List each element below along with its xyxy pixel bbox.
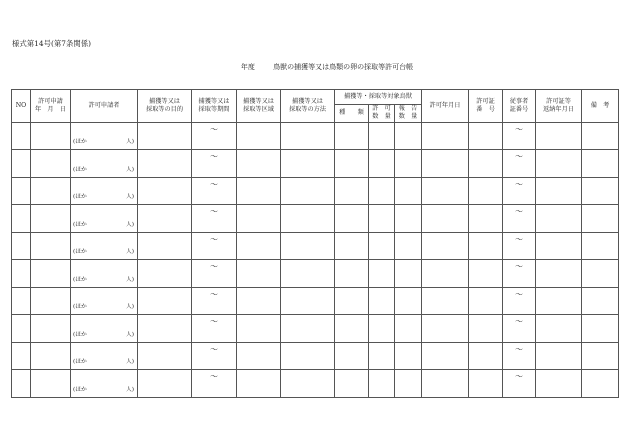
cell-worker-cert-no[interactable] bbox=[503, 315, 536, 343]
cell-return-date[interactable] bbox=[536, 315, 582, 343]
range-tilde: ～ bbox=[515, 289, 524, 299]
range-tilde: ～ bbox=[515, 317, 524, 327]
cell-worker-cert-no[interactable] bbox=[503, 150, 536, 178]
cell-permit-apply-date[interactable] bbox=[31, 122, 71, 150]
cell-area[interactable] bbox=[237, 260, 281, 288]
others-close-label: 人) bbox=[125, 276, 134, 283]
cell-worker-cert-no[interactable] bbox=[503, 370, 536, 398]
cell-no[interactable] bbox=[12, 260, 31, 288]
table-row bbox=[12, 232, 619, 260]
cell-kind[interactable] bbox=[335, 370, 369, 398]
cell-method[interactable] bbox=[281, 205, 335, 233]
cell-worker-cert-no[interactable] bbox=[503, 260, 536, 288]
cell-method[interactable] bbox=[281, 370, 335, 398]
others-close-label: 人) bbox=[125, 331, 134, 338]
cell-kind[interactable] bbox=[335, 260, 369, 288]
cell-permit-cert-no[interactable] bbox=[469, 205, 503, 233]
cell-period[interactable] bbox=[192, 342, 237, 370]
cell-no[interactable] bbox=[12, 177, 31, 205]
others-count bbox=[73, 139, 134, 147]
cell-method[interactable] bbox=[281, 232, 335, 260]
cell-area[interactable] bbox=[237, 287, 281, 315]
permit-ledger-table bbox=[11, 89, 619, 398]
others-count bbox=[73, 304, 134, 312]
cell-period[interactable] bbox=[192, 177, 237, 205]
cell-report-qty[interactable] bbox=[395, 122, 422, 150]
others-open-label: (ほか bbox=[73, 194, 87, 201]
others-open-label: (ほか bbox=[73, 221, 87, 228]
cell-remarks[interactable] bbox=[582, 342, 619, 370]
cell-method[interactable] bbox=[281, 315, 335, 343]
cell-area[interactable] bbox=[237, 177, 281, 205]
others-close-label: 人) bbox=[125, 221, 134, 228]
header-target-group: 捕獲等・採取等対象鳥獣 bbox=[335, 90, 422, 105]
others-close-label: 人) bbox=[125, 166, 134, 173]
cell-kind[interactable] bbox=[335, 342, 369, 370]
cell-worker-cert-no[interactable] bbox=[503, 122, 536, 150]
cell-report-qty[interactable] bbox=[395, 315, 422, 343]
cell-applicant[interactable] bbox=[71, 122, 138, 150]
cell-applicant[interactable] bbox=[71, 342, 138, 370]
cell-return-date[interactable] bbox=[536, 232, 582, 260]
cell-period[interactable] bbox=[192, 260, 237, 288]
cell-permit-cert-no[interactable] bbox=[469, 232, 503, 260]
cell-worker-cert-no[interactable] bbox=[503, 205, 536, 233]
cell-permit-qty[interactable] bbox=[369, 260, 395, 288]
cell-permit-date[interactable] bbox=[422, 122, 469, 150]
header-purpose: 捕獲等又は 採取等の目的 bbox=[138, 90, 192, 123]
cell-report-qty[interactable] bbox=[395, 232, 422, 260]
header-kind: 種 類 bbox=[335, 105, 369, 123]
ledger-body bbox=[12, 122, 619, 397]
cell-remarks[interactable] bbox=[582, 150, 619, 178]
cell-worker-cert-no[interactable] bbox=[503, 342, 536, 370]
cell-period[interactable] bbox=[192, 205, 237, 233]
cell-purpose[interactable] bbox=[138, 232, 192, 260]
cell-permit-qty[interactable] bbox=[369, 342, 395, 370]
cell-permit-apply-date[interactable] bbox=[31, 370, 71, 398]
cell-permit-date[interactable] bbox=[422, 150, 469, 178]
others-open-label: (ほか bbox=[73, 331, 87, 338]
table-row bbox=[12, 342, 619, 370]
cell-method[interactable] bbox=[281, 287, 335, 315]
cell-kind[interactable] bbox=[335, 287, 369, 315]
cell-permit-cert-no[interactable] bbox=[469, 122, 503, 150]
others-open-label: (ほか bbox=[73, 386, 87, 393]
cell-area[interactable] bbox=[237, 122, 281, 150]
cell-report-qty[interactable] bbox=[395, 177, 422, 205]
cell-permit-cert-no[interactable] bbox=[469, 370, 503, 398]
cell-applicant[interactable] bbox=[71, 205, 138, 233]
others-close-label: 人) bbox=[125, 249, 134, 256]
cell-method[interactable] bbox=[281, 150, 335, 178]
cell-no[interactable] bbox=[12, 287, 31, 315]
cell-method[interactable] bbox=[281, 177, 335, 205]
cell-permit-date[interactable] bbox=[422, 232, 469, 260]
range-tilde: ～ bbox=[210, 152, 218, 162]
range-tilde: ～ bbox=[515, 234, 524, 244]
cell-permit-qty[interactable] bbox=[369, 122, 395, 150]
cell-purpose[interactable] bbox=[138, 177, 192, 205]
cell-period[interactable] bbox=[192, 150, 237, 178]
others-open-label: (ほか bbox=[73, 304, 87, 311]
cell-permit-apply-date[interactable] bbox=[31, 150, 71, 178]
cell-permit-apply-date[interactable] bbox=[31, 315, 71, 343]
cell-permit-apply-date[interactable] bbox=[31, 342, 71, 370]
cell-applicant[interactable] bbox=[71, 177, 138, 205]
cell-permit-date[interactable] bbox=[422, 342, 469, 370]
table-row bbox=[12, 150, 619, 178]
cell-no[interactable] bbox=[12, 205, 31, 233]
header-method: 捕獲等又は 採取等の方法 bbox=[281, 90, 335, 123]
cell-worker-cert-no[interactable] bbox=[503, 232, 536, 260]
cell-kind[interactable] bbox=[335, 150, 369, 178]
cell-permit-date[interactable] bbox=[422, 177, 469, 205]
header-remarks: 備 考 bbox=[582, 90, 619, 123]
cell-applicant[interactable] bbox=[71, 232, 138, 260]
cell-period[interactable] bbox=[192, 122, 237, 150]
others-open-label: (ほか bbox=[73, 249, 87, 256]
cell-no[interactable] bbox=[12, 342, 31, 370]
others-close-label: 人) bbox=[125, 304, 134, 311]
range-tilde: ～ bbox=[210, 262, 218, 272]
cell-kind[interactable] bbox=[335, 177, 369, 205]
others-open-label: (ほか bbox=[73, 166, 87, 173]
cell-no[interactable] bbox=[12, 150, 31, 178]
cell-no[interactable] bbox=[12, 122, 31, 150]
table-row bbox=[12, 205, 619, 233]
header-area: 捕獲等又は 採取等区域 bbox=[237, 90, 281, 123]
cell-permit-qty[interactable] bbox=[369, 205, 395, 233]
cell-permit-qty[interactable] bbox=[369, 232, 395, 260]
cell-return-date[interactable] bbox=[536, 370, 582, 398]
range-tilde: ～ bbox=[210, 124, 218, 134]
others-count bbox=[73, 359, 134, 367]
cell-permit-qty[interactable] bbox=[369, 315, 395, 343]
cell-worker-cert-no[interactable] bbox=[503, 177, 536, 205]
range-tilde: ～ bbox=[210, 179, 218, 189]
header-return-date: 許可証等 返納年月日 bbox=[536, 90, 582, 123]
cell-return-date[interactable] bbox=[536, 150, 582, 178]
cell-permit-apply-date[interactable] bbox=[31, 205, 71, 233]
others-count bbox=[73, 167, 134, 175]
cell-area[interactable] bbox=[237, 342, 281, 370]
table-row bbox=[12, 177, 619, 205]
cell-permit-qty[interactable] bbox=[369, 150, 395, 178]
others-close-label: 人) bbox=[125, 386, 134, 393]
title-text: 鳥獣の捕獲等又は鳥類の卵の採取等許可台帳 bbox=[273, 63, 414, 71]
cell-applicant[interactable] bbox=[71, 260, 138, 288]
others-close-label: 人) bbox=[125, 359, 134, 366]
cell-period[interactable] bbox=[192, 370, 237, 398]
title-year: 年度 bbox=[240, 63, 255, 71]
others-count bbox=[73, 332, 134, 340]
header-permit-cert-no: 許可証 番 号 bbox=[469, 90, 503, 123]
cell-remarks[interactable] bbox=[582, 232, 619, 260]
header-permit-date: 許可年月日 bbox=[422, 90, 469, 123]
cell-worker-cert-no[interactable] bbox=[503, 287, 536, 315]
others-count bbox=[73, 249, 134, 257]
cell-area[interactable] bbox=[237, 315, 281, 343]
cell-area[interactable] bbox=[237, 150, 281, 178]
others-count bbox=[73, 387, 134, 395]
header-worker-cert-no: 従事者 証番号 bbox=[503, 90, 536, 123]
header-no: NO bbox=[12, 90, 31, 123]
cell-permit-apply-date[interactable] bbox=[31, 287, 71, 315]
cell-purpose[interactable] bbox=[138, 315, 192, 343]
table-row bbox=[12, 122, 619, 150]
cell-purpose[interactable] bbox=[138, 122, 192, 150]
others-count bbox=[73, 194, 134, 202]
cell-applicant[interactable] bbox=[71, 370, 138, 398]
range-tilde: ～ bbox=[515, 372, 524, 382]
range-tilde: ～ bbox=[515, 344, 524, 354]
range-tilde: ～ bbox=[210, 234, 218, 244]
cell-permit-cert-no[interactable] bbox=[469, 342, 503, 370]
header-permit-apply-date: 許可申請 年 月 日 bbox=[31, 90, 71, 123]
range-tilde: ～ bbox=[515, 152, 524, 162]
cell-period[interactable] bbox=[192, 232, 237, 260]
table-row bbox=[12, 370, 619, 398]
others-close-label: 人) bbox=[125, 194, 134, 201]
range-tilde: ～ bbox=[210, 207, 218, 217]
cell-method[interactable] bbox=[281, 260, 335, 288]
cell-remarks[interactable] bbox=[582, 205, 619, 233]
cell-report-qty[interactable] bbox=[395, 287, 422, 315]
cell-permit-cert-no[interactable] bbox=[469, 260, 503, 288]
range-tilde: ～ bbox=[515, 124, 524, 134]
cell-report-qty[interactable] bbox=[395, 342, 422, 370]
cell-applicant[interactable] bbox=[71, 315, 138, 343]
others-open-label: (ほか bbox=[73, 276, 87, 283]
cell-purpose[interactable] bbox=[138, 150, 192, 178]
cell-applicant[interactable] bbox=[71, 150, 138, 178]
cell-remarks[interactable] bbox=[582, 260, 619, 288]
range-tilde: ～ bbox=[210, 289, 218, 299]
table-row bbox=[12, 287, 619, 315]
others-open-label: (ほか bbox=[73, 139, 87, 146]
table-row bbox=[12, 315, 619, 343]
cell-purpose[interactable] bbox=[138, 342, 192, 370]
range-tilde: ～ bbox=[515, 207, 524, 217]
cell-return-date[interactable] bbox=[536, 205, 582, 233]
cell-purpose[interactable] bbox=[138, 370, 192, 398]
others-count bbox=[73, 222, 134, 230]
cell-area[interactable] bbox=[237, 370, 281, 398]
form-number: 様式第14号(第7条関係) bbox=[12, 39, 91, 48]
range-tilde: ～ bbox=[210, 372, 218, 382]
cell-permit-qty[interactable] bbox=[369, 287, 395, 315]
cell-remarks[interactable] bbox=[582, 177, 619, 205]
cell-no[interactable] bbox=[12, 315, 31, 343]
cell-kind[interactable] bbox=[335, 122, 369, 150]
others-close-label: 人) bbox=[125, 139, 134, 146]
cell-return-date[interactable] bbox=[536, 287, 582, 315]
cell-permit-cert-no[interactable] bbox=[469, 150, 503, 178]
cell-return-date[interactable] bbox=[536, 260, 582, 288]
range-tilde: ～ bbox=[210, 344, 218, 354]
range-tilde: ～ bbox=[210, 317, 218, 327]
cell-return-date[interactable] bbox=[536, 177, 582, 205]
cell-purpose[interactable] bbox=[138, 205, 192, 233]
cell-report-qty[interactable] bbox=[395, 260, 422, 288]
cell-purpose[interactable] bbox=[138, 287, 192, 315]
cell-remarks[interactable] bbox=[582, 370, 619, 398]
cell-return-date[interactable] bbox=[536, 342, 582, 370]
cell-kind[interactable] bbox=[335, 232, 369, 260]
cell-permit-qty[interactable] bbox=[369, 177, 395, 205]
cell-period[interactable] bbox=[192, 287, 237, 315]
cell-return-date[interactable] bbox=[536, 122, 582, 150]
page-title bbox=[0, 62, 630, 72]
cell-permit-cert-no[interactable] bbox=[469, 287, 503, 315]
cell-permit-qty[interactable] bbox=[369, 370, 395, 398]
cell-method[interactable] bbox=[281, 122, 335, 150]
cell-permit-apply-date[interactable] bbox=[31, 260, 71, 288]
header-period: 捕獲等又は 採取等期間 bbox=[192, 90, 237, 123]
cell-permit-cert-no[interactable] bbox=[469, 177, 503, 205]
cell-remarks[interactable] bbox=[582, 122, 619, 150]
cell-permit-apply-date[interactable] bbox=[31, 232, 71, 260]
cell-permit-date[interactable] bbox=[422, 260, 469, 288]
cell-applicant[interactable] bbox=[71, 287, 138, 315]
cell-area[interactable] bbox=[237, 232, 281, 260]
cell-permit-date[interactable] bbox=[422, 315, 469, 343]
header-report-qty: 報 告 数 量 bbox=[395, 105, 422, 123]
others-count bbox=[73, 277, 134, 285]
cell-purpose[interactable] bbox=[138, 260, 192, 288]
range-tilde: ～ bbox=[515, 262, 524, 272]
cell-report-qty[interactable] bbox=[395, 150, 422, 178]
cell-method[interactable] bbox=[281, 342, 335, 370]
cell-report-qty[interactable] bbox=[395, 205, 422, 233]
cell-area[interactable] bbox=[237, 205, 281, 233]
others-open-label: (ほか bbox=[73, 359, 87, 366]
cell-no[interactable] bbox=[12, 232, 31, 260]
cell-permit-apply-date[interactable] bbox=[31, 177, 71, 205]
cell-period[interactable] bbox=[192, 315, 237, 343]
table-row bbox=[12, 260, 619, 288]
cell-permit-date[interactable] bbox=[422, 287, 469, 315]
cell-permit-cert-no[interactable] bbox=[469, 315, 503, 343]
cell-permit-date[interactable] bbox=[422, 370, 469, 398]
cell-permit-date[interactable] bbox=[422, 205, 469, 233]
header-applicant: 許可申請者 bbox=[71, 90, 138, 123]
header-permit-qty: 許 可 数 量 bbox=[369, 105, 395, 123]
cell-remarks[interactable] bbox=[582, 315, 619, 343]
cell-kind[interactable] bbox=[335, 315, 369, 343]
cell-no[interactable] bbox=[12, 370, 31, 398]
range-tilde: ～ bbox=[515, 179, 524, 189]
cell-remarks[interactable] bbox=[582, 287, 619, 315]
cell-report-qty[interactable] bbox=[395, 370, 422, 398]
cell-kind[interactable] bbox=[335, 205, 369, 233]
